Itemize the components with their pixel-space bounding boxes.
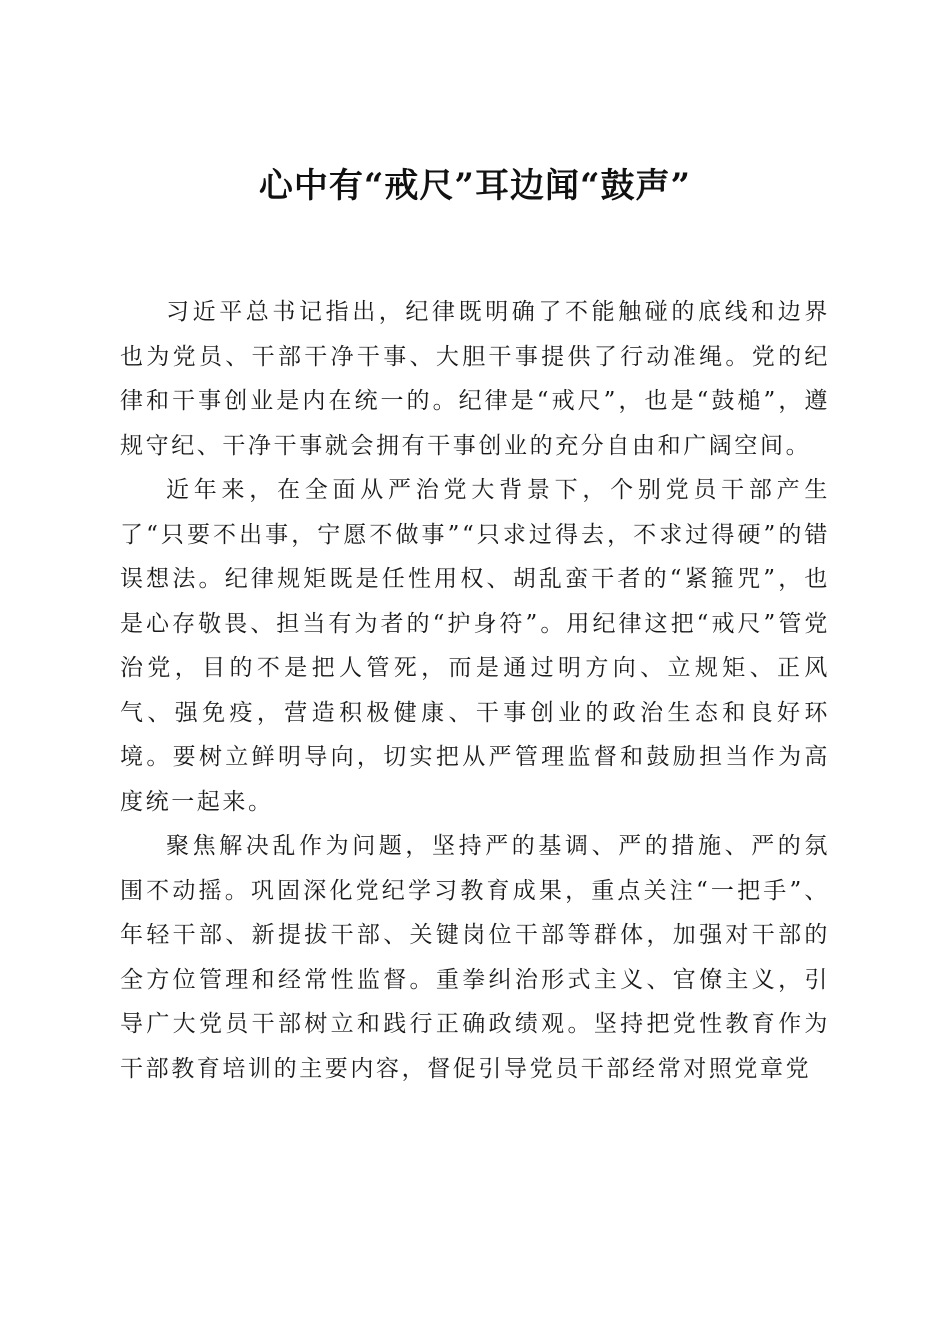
document-title: 心中有“戒尺”耳边闻“鼓声” <box>258 166 692 206</box>
paragraph-2: 近年来，在全面从严治党大背景下，个别党员干部产生了“只要不出事，宁愿不做事”“只求过得去，不求过得硬”的错误想法。纪律规矩既是任性用权、胡乱蛮干者的“紧箍咒”，也是心存敬畏、担当有为者的“护身符”。用纪律这把“戒尺”管党治党，目的不是把人管死，而是通过明方向、立规矩、正风气、强免疫，营造积极健康、干事创业的政治生态和良好环境。要树立鲜明导向，切实把从严管理监督和鼓励担当作为高度统一起来。 <box>120 477 830 815</box>
document-body <box>120 290 830 1091</box>
paragraph-3: 聚焦解决乱作为问题，坚持严的基调、严的措施、严的氛围不动摇。巩固深化党纪学习教育成果，重点关注“一把手”、年轻干部、新提拔干部、关键岗位干部等群体，加强对干部的全方位管理和经常性监督。重拳纠治形式主义、官僚主义，引导广大党员干部树立和践行正确政绩观。坚持把党性教育作为干部教育培训的主要内容，督促引导党员干部经常对照党章党 <box>120 833 830 1082</box>
paragraph-1: 习近平总书记指出，纪律既明确了不能触碰的底线和边界也为党员、干部干净干事、大胆干事提供了行动准绳。党的纪律和干事创业是内在统一的。纪律是“戒尺”，也是“鼓槌”，遵规守纪、干净干事就会拥有干事创业的充分自由和广阔空间。 <box>120 299 830 459</box>
